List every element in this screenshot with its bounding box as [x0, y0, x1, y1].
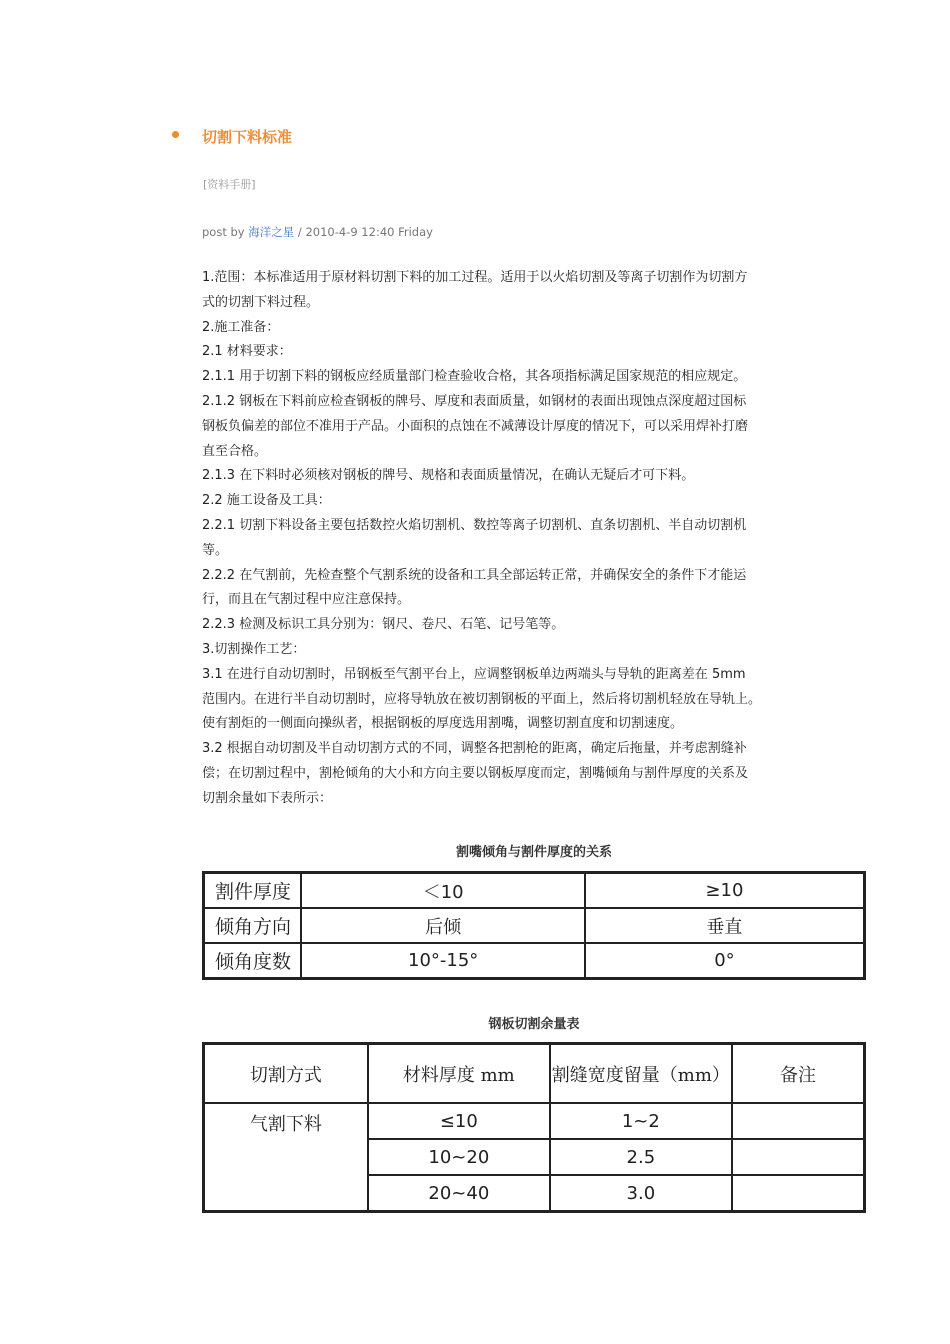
post-body [202, 266, 822, 812]
column-header: 材料厚度 mm [368, 1044, 550, 1103]
body-line: 2.1 材料要求： [202, 344, 292, 360]
table-cell: 垂直 [585, 908, 864, 943]
body-line: 2.2.3 检测及标识工具分别为：钢尺、卷尺、石笔、记号笔等。 [202, 617, 565, 633]
table-cell [732, 1139, 864, 1175]
body-line: 2.1.3 在下料时必须核对钢板的牌号、规格和表面质量情况，在确认无疑后才可下料。 [202, 468, 695, 484]
column-header: 割缝宽度留量（mm） [550, 1044, 732, 1103]
body-line: 行，而且在气割过程中应注意保持。 [202, 592, 411, 608]
meta-date: / 2010-4-9 12:40 Friday [294, 225, 433, 239]
body-line: 钢板负偏差的部位不准用于产品。小面积的点蚀在不减薄设计厚度的情况下，可以采用焊补打磨 [202, 418, 749, 434]
table-cell: 20~40 [368, 1175, 550, 1211]
body-line: 2.2.1 切割下料设备主要包括数控火焰切割机、数控等离子切割机、直条切割机、半自动切割机 [202, 517, 747, 533]
body-line: 3.1 在进行自动切割时，吊钢板至气割平台上，应调整钢板单边两端头与导轨的距离差在 5mm [202, 666, 746, 682]
body-line: 2.1.2 钢板在下料前应检查钢板的牌号、厚度和表面质量，如钢材的表面出现蚀点深度超过国标 [202, 393, 747, 409]
table-cell: 后倾 [301, 908, 584, 943]
table-cell: 0° [585, 943, 864, 978]
body-line: 切割余量如下表所示： [202, 790, 333, 806]
body-line: 等。 [202, 542, 229, 558]
body-line: 3.切割操作工艺： [202, 641, 306, 657]
table-cell [732, 1175, 864, 1211]
post-category[interactable]: [资料手册] [203, 178, 256, 191]
table-row [204, 943, 864, 978]
body-line: 1.范围：本标准适用于原材料切割下料的加工过程。适用于以火焰切割及等离子切割作为切割方 [202, 270, 748, 285]
table-row [204, 873, 864, 908]
body-line: 直至合格。 [202, 443, 268, 459]
table-cell: 2.5 [550, 1139, 732, 1175]
body-line: 范围内。在进行半自动切割时，应将导轨放在被切割钢板的平面上，然后将切割机轻放在导轨上。 [202, 691, 762, 707]
table-cell [732, 1103, 864, 1139]
table-header-row [204, 1044, 864, 1103]
post-title[interactable]: 切割下料标准 [202, 128, 293, 146]
body-line: 2.施工准备： [202, 319, 280, 335]
table-cell: 3.0 [550, 1175, 732, 1211]
body-line: 2.2.2 在气割前，先检查整个气割系统的设备和工具全部运转正常，并确保安全的条件下才能运 [202, 567, 747, 583]
table-cell: 气割下料 [204, 1103, 368, 1211]
table-row [204, 908, 864, 943]
table-cell: 1~2 [550, 1103, 732, 1139]
body-line: 使有割炬的一侧面向操纵者，根据钢板的厚度选用割嘴，调整切割直度和切割速度。 [202, 716, 684, 732]
table-cell: 倾角度数 [204, 943, 301, 978]
table1-caption: 割嘴倾角与割件厚度的关系 [455, 845, 612, 860]
table2-caption: 钢板切割余量表 [488, 1017, 580, 1032]
table-cell: ≤10 [368, 1103, 550, 1139]
table-cell: 倾角方向 [204, 908, 301, 943]
column-header: 备注 [732, 1044, 864, 1103]
table-cell: 割件厚度 [204, 873, 301, 908]
table-cell: ≥10 [585, 873, 864, 908]
body-line: 2.2 施工设备及工具： [202, 493, 331, 509]
column-header: 切割方式 [204, 1044, 368, 1103]
cutting-allowance-table [202, 1042, 866, 1213]
list-bullet-icon [172, 131, 179, 138]
post-meta [202, 224, 433, 240]
meta-prefix: post by [202, 225, 249, 239]
table-row [204, 1103, 864, 1139]
table-cell: 10°-15° [301, 943, 584, 978]
nozzle-angle-table [202, 871, 866, 980]
body-line: 3.2 根据自动切割及半自动切割方式的不同，调整各把割枪的距离，确定后拖量，并考虑割缝补 [202, 741, 747, 757]
author-link[interactable]: 海洋之星 [248, 225, 295, 239]
body-line: 2.1.1 用于切割下料的钢板应经质量部门检查验收合格，其各项指标满足国家规范的相应规定。 [202, 369, 747, 385]
body-line: 式的切割下料过程。 [202, 294, 320, 310]
table-cell: 10~20 [368, 1139, 550, 1175]
body-line: 偿；在切割过程中，割枪倾角的大小和方向主要以钢板厚度而定，割嘴倾角与割件厚度的关系及 [202, 765, 749, 781]
table-cell: ＜10 [301, 873, 584, 908]
